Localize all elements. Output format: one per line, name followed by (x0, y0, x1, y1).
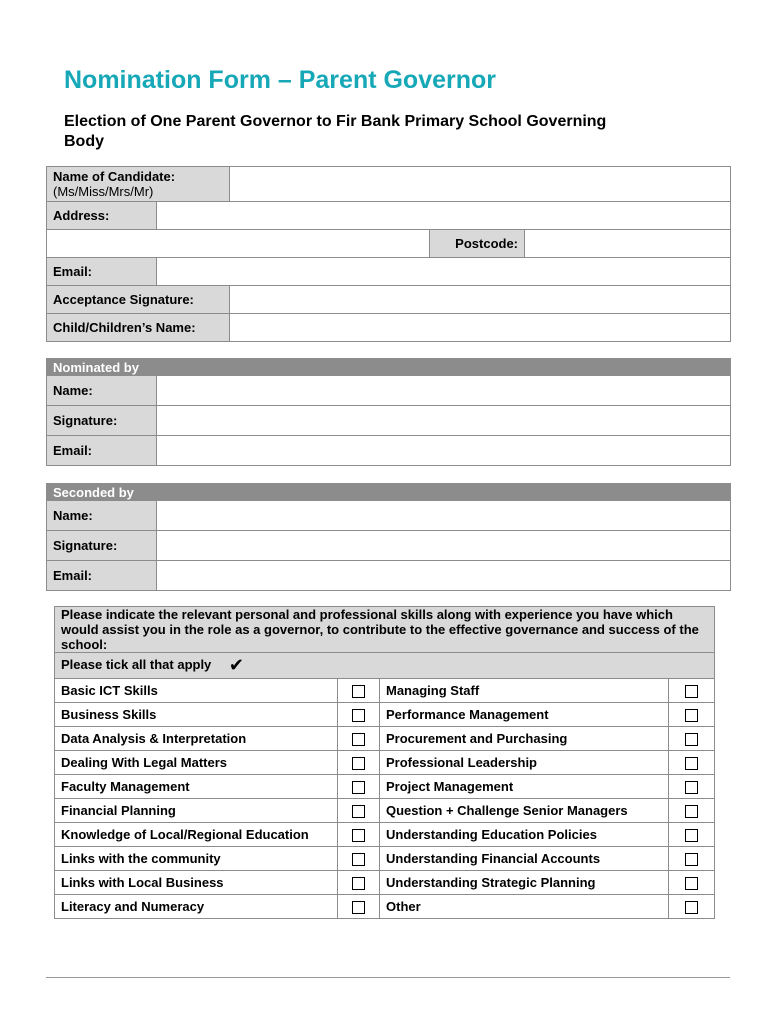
checkbox-icon[interactable] (352, 685, 365, 698)
skill-row (55, 895, 715, 919)
candidate-table (46, 166, 731, 342)
acceptance-signature-field[interactable] (230, 286, 731, 314)
checkbox-icon[interactable] (685, 733, 698, 746)
checkbox-icon[interactable] (685, 853, 698, 866)
skill-label-right: Question + Challenge Senior Managers (380, 799, 669, 823)
skill-checkbox-right[interactable] (669, 679, 715, 703)
seconded-table (46, 483, 731, 591)
nominated-email-field[interactable] (157, 436, 731, 466)
tick-instruction-label: Please tick all that apply (61, 656, 212, 672)
candidate-name-field[interactable] (230, 167, 731, 202)
skill-checkbox-left[interactable] (338, 703, 380, 727)
skill-row (55, 727, 715, 751)
skill-rows (55, 679, 715, 919)
checkbox-icon[interactable] (352, 757, 365, 770)
seconded-name-label: Name: (47, 501, 157, 531)
skill-label-right: Understanding Strategic Planning (380, 871, 669, 895)
skill-label-right: Other (380, 895, 669, 919)
checkbox-icon[interactable] (685, 829, 698, 842)
candidate-email-label: Email: (47, 258, 157, 286)
postcode-label: Postcode: (430, 230, 525, 258)
skill-checkbox-left[interactable] (338, 679, 380, 703)
skill-label-left: Data Analysis & Interpretation (55, 727, 338, 751)
skill-label-right: Project Management (380, 775, 669, 799)
checkbox-icon[interactable] (685, 685, 698, 698)
seconded-signature-field[interactable] (157, 531, 731, 561)
checkbox-icon[interactable] (352, 853, 365, 866)
skill-row (55, 751, 715, 775)
skill-label-left: Links with the community (55, 847, 338, 871)
acceptance-signature-label: Acceptance Signature: (47, 286, 230, 314)
skill-checkbox-right[interactable] (669, 895, 715, 919)
children-name-label: Child/Children’s Name: (47, 314, 230, 342)
checkbox-icon[interactable] (685, 901, 698, 914)
skill-label-right: Understanding Education Policies (380, 823, 669, 847)
checkbox-icon[interactable] (352, 781, 365, 794)
candidate-name-label: Name of Candidate: (Ms/Miss/Mrs/Mr) (47, 167, 230, 202)
nominated-table (46, 358, 731, 466)
skill-row (55, 823, 715, 847)
skill-row (55, 679, 715, 703)
skill-checkbox-left[interactable] (338, 799, 380, 823)
skill-checkbox-left[interactable] (338, 727, 380, 751)
address-label: Address: (47, 202, 157, 230)
nominated-name-field[interactable] (157, 376, 731, 406)
nominated-name-label: Name: (47, 376, 157, 406)
skill-label-left: Financial Planning (55, 799, 338, 823)
skill-checkbox-right[interactable] (669, 751, 715, 775)
seconded-email-label: Email: (47, 561, 157, 591)
skill-label-left: Literacy and Numeracy (55, 895, 338, 919)
skill-checkbox-left[interactable] (338, 775, 380, 799)
nominated-signature-label: Signature: (47, 406, 157, 436)
checkmark-icon: ✔ (228, 655, 245, 675)
skill-checkbox-right[interactable] (669, 703, 715, 727)
seconded-name-field[interactable] (157, 501, 731, 531)
skill-label-right: Procurement and Purchasing (380, 727, 669, 751)
skill-checkbox-left[interactable] (338, 751, 380, 775)
skill-label-right: Understanding Financial Accounts (380, 847, 669, 871)
skill-label-right: Professional Leadership (380, 751, 669, 775)
checkbox-icon[interactable] (352, 805, 365, 818)
skill-label-left: Dealing With Legal Matters (55, 751, 338, 775)
skill-label-left: Basic ICT Skills (55, 679, 338, 703)
children-name-field[interactable] (230, 314, 731, 342)
checkbox-icon[interactable] (352, 901, 365, 914)
candidate-name-sublabel: (Ms/Miss/Mrs/Mr) (53, 184, 154, 199)
skill-checkbox-left[interactable] (338, 895, 380, 919)
skill-checkbox-left[interactable] (338, 823, 380, 847)
nominated-header: Nominated by (47, 359, 731, 376)
skill-label-left: Faculty Management (55, 775, 338, 799)
skill-label-right: Performance Management (380, 703, 669, 727)
skill-row (55, 775, 715, 799)
candidate-email-field[interactable] (157, 258, 731, 286)
checkbox-icon[interactable] (352, 877, 365, 890)
seconded-email-field[interactable] (157, 561, 731, 591)
checkbox-icon[interactable] (685, 781, 698, 794)
tick-instruction (55, 653, 715, 679)
checkbox-icon[interactable] (685, 877, 698, 890)
skill-row (55, 703, 715, 727)
postcode-field[interactable] (525, 230, 731, 258)
checkbox-icon[interactable] (685, 805, 698, 818)
checkbox-icon[interactable] (685, 709, 698, 722)
skill-checkbox-right[interactable] (669, 727, 715, 751)
skill-row (55, 871, 715, 895)
skill-checkbox-right[interactable] (669, 823, 715, 847)
footer-divider (46, 977, 730, 978)
checkbox-icon[interactable] (352, 733, 365, 746)
checkbox-icon[interactable] (352, 829, 365, 842)
skill-row (55, 847, 715, 871)
skill-label-left: Knowledge of Local/Regional Education (55, 823, 338, 847)
form-title: Nomination Form – Parent Governor (64, 66, 497, 94)
skill-checkbox-right[interactable] (669, 871, 715, 895)
skill-row (55, 799, 715, 823)
skill-checkbox-left[interactable] (338, 847, 380, 871)
checkbox-icon[interactable] (352, 709, 365, 722)
skills-table (54, 606, 715, 919)
skill-label-right: Managing Staff (380, 679, 669, 703)
skill-checkbox-right[interactable] (669, 799, 715, 823)
seconded-header: Seconded by (47, 484, 731, 501)
nominated-email-label: Email: (47, 436, 157, 466)
skill-checkbox-left[interactable] (338, 871, 380, 895)
skill-checkbox-right[interactable] (669, 775, 715, 799)
skill-label-left: Business Skills (55, 703, 338, 727)
skill-checkbox-right[interactable] (669, 847, 715, 871)
seconded-signature-label: Signature: (47, 531, 157, 561)
address-field-line1[interactable] (157, 202, 731, 230)
address-field-line2[interactable] (47, 230, 430, 258)
skills-intro: Please indicate the relevant personal and professional skills along with experience you have which would assist you in the role as a governor, to contribute to the effective governance and success of the school: (55, 607, 715, 653)
checkbox-icon[interactable] (685, 757, 698, 770)
nominated-signature-field[interactable] (157, 406, 731, 436)
skill-label-left: Links with Local Business (55, 871, 338, 895)
form-subtitle: Election of One Parent Governor to Fir Bank Primary School Governing Body (64, 113, 607, 150)
